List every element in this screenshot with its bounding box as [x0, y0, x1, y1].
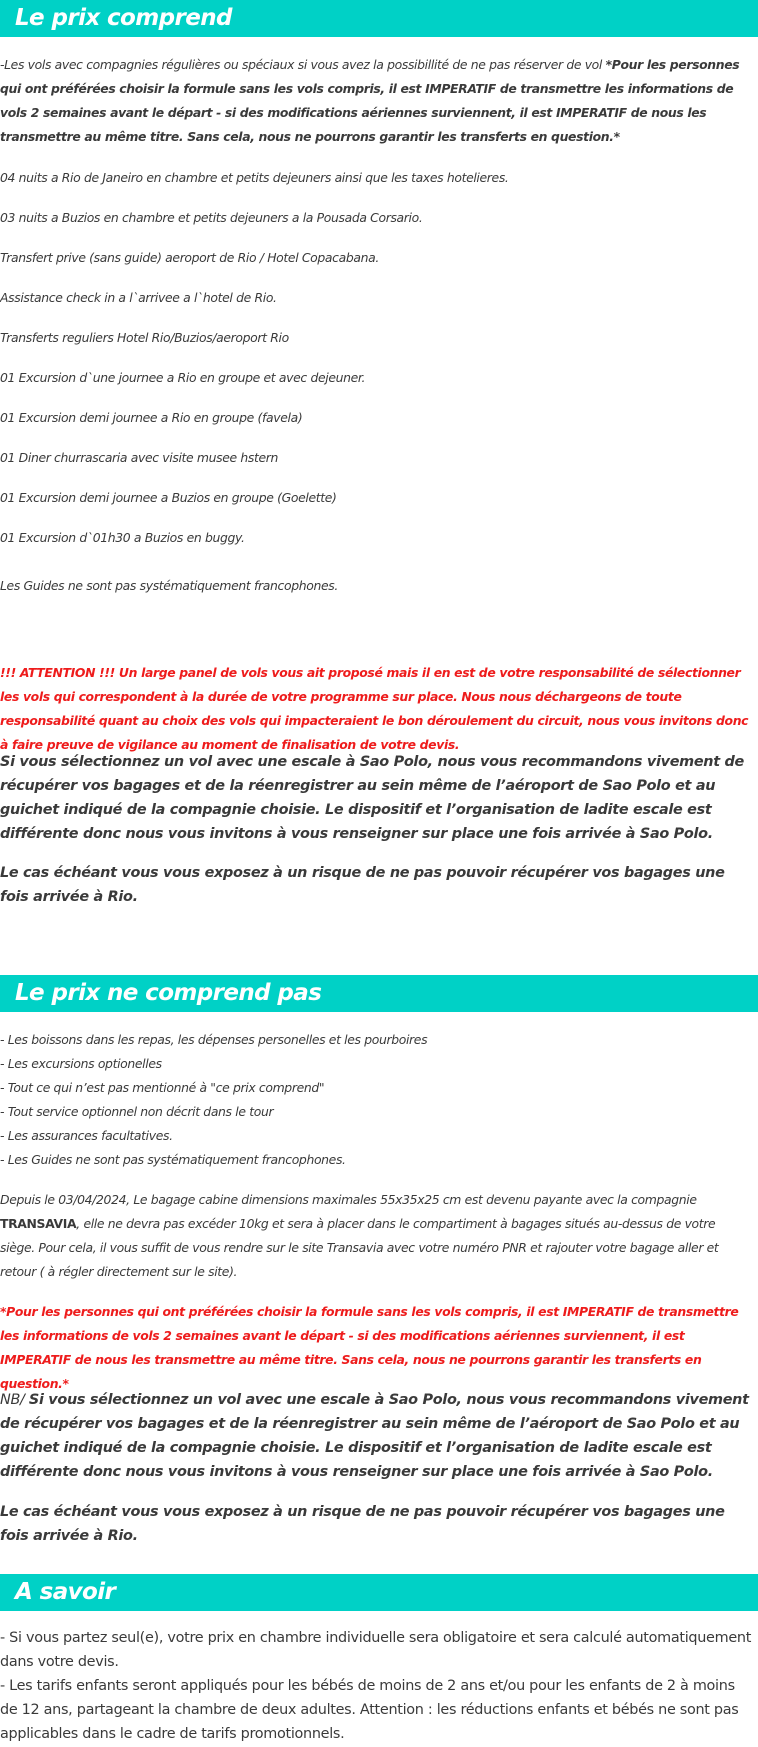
stopover-advice-text: Si vous sélectionnez un vol avec une escale à Sao Polo, nous vous recommandons vivement de récupérer vos bagages et de la réenregistrer au sein même de l’aéroport de Sao Polo et au guichet indiqué de la compagnie choisie. Le dispositif et l’organisation de ladite escale est différente donc nous vous invitons à vous renseigner sur place une fois arrivée à Sao Polo. [0, 1392, 749, 1480]
attention-warning: !!! ATTENTION !!! Un large panel de vols vous ait proposé mais il en est de votre responsabilité de sélectionner les vols qui correspondent à la durée de votre programme sur place. Nous nous déchargeons de toute responsabilité quant au choix des vols qui impacteraient le bon déroulement du circuit, nous vous invitons donc à faire preuve de vigilance au moment de finalisation de votre devis. [0, 665, 749, 752]
included-item: 01 Excursion demi journee a Rio en groupe (favela) [0, 410, 303, 425]
not-included-list [0, 1028, 752, 1172]
solo-traveler-note: - Si vous partez seul(e), votre prix en chambre individuelle sera obligatoire et sera calculé automatiquement dans votre devis. [0, 1630, 752, 1670]
stopover-advice-nb [0, 1388, 752, 1484]
included-intro [0, 53, 752, 149]
guides-note: Les Guides ne sont pas systématiquement francophones. [0, 578, 338, 593]
section-header-included: Le prix comprend [0, 0, 758, 37]
included-intro-plain: -Les vols avec compagnies régulières ou spéciaux si vous avez la possibillité de ne pas réserver de vol [0, 57, 606, 72]
section-header-not-included: Le prix ne comprend pas [0, 975, 758, 1012]
baggage-note-text: Depuis le 03/04/2024, Le bagage cabine dimensions maximales 55x35x25 cm est devenu payante avec la compagnie [0, 1192, 697, 1207]
included-item: 03 nuits a Buzios en chambre et petits dejeuners a la Pousada Corsario. [0, 210, 423, 225]
flight-info-warning: *Pour les personnes qui ont préférées choisir la formule sans les vols compris, il est IMPERATIF de transmettre les informations de vols 2 semaines avant le départ - si des modifications aériennes surviennent, il est IMPERATIF de nous les transmettre au même titre. Sans cela, nous ne pourrons garantir les transferts en question.* [0, 1304, 739, 1391]
included-item: 04 nuits a Rio de Janeiro en chambre et petits dejeuners ainsi que les taxes hotelieres. [0, 170, 509, 185]
included-item: Transfert prive (sans guide) aeroport de Rio / Hotel Copacabana. [0, 250, 379, 265]
list-item: - Tout service optionnel non décrit dans le tour [0, 1104, 274, 1119]
included-item: 01 Excursion demi journee a Buzios en groupe (Goelette) [0, 490, 337, 505]
included-item: 01 Excursion d`une journee a Rio en groupe et avec dejeuner. [0, 370, 366, 385]
airline-name: TRANSAVIA [0, 1216, 77, 1231]
list-item: - Les assurances facultatives. [0, 1128, 173, 1143]
baggage-risk: Le cas échéant vous vous exposez à un risque de ne pas pouvoir récupérer vos bagages une fois arrivée à Rio. [0, 1504, 725, 1544]
baggage-risk: Le cas échéant vous vous exposez à un risque de ne pas pouvoir récupérer vos bagages une fois arrivée à Rio. [0, 865, 725, 905]
stopover-advice: Si vous sélectionnez un vol avec une escale à Sao Polo, nous vous recommandons vivement de récupérer vos bagages et de la réenregistrer au sein même de l’aéroport de Sao Polo et au guichet indiqué de la compagnie choisie. Le dispositif et l’organisation de ladite escale est différente donc nous vous invitons à vous renseigner sur place une fois arrivée à Sao Polo. [0, 754, 745, 842]
list-item: - Les boissons dans les repas, les dépenses personelles et les pourboires [0, 1032, 428, 1047]
list-item: - Les excursions optionelles [0, 1056, 162, 1071]
list-item: - Tout ce qui n’est pas mentionné à "ce prix comprend" [0, 1080, 325, 1095]
transavia-baggage-note [0, 1188, 752, 1284]
section-header-good-to-know: A savoir [0, 1574, 758, 1611]
included-item: Assistance check in a l`arrivee a l`hotel de Rio. [0, 290, 277, 305]
nb-prefix: NB/ [0, 1392, 29, 1408]
included-item: 01 Excursion d`01h30 a Buzios en buggy. [0, 530, 245, 545]
included-item: 01 Diner churrascaria avec visite musee hstern [0, 450, 279, 465]
included-intro-important: *Pour les personnes qui ont préférées choisir la formule sans les vols compris, il est IMPERATIF de transmettre les informations de vols 2 semaines avant le départ - si des modifications aériennes surviennent, il est IMPERATIF de nous les transmettre au même titre. Sans cela, nous ne pourrons garantir les transferts en question.* [0, 57, 740, 144]
child-rates-note: - Les tarifs enfants seront appliqués pour les bébés de moins de 2 ans et/ou pour les enfants de 2 à moins de 12 ans, partageant la chambre de deux adultes. Attention : les réductions enfants et bébés ne sont pas applicables dans le cadre de tarifs promotionnels. [0, 1678, 739, 1742]
baggage-note-text: , elle ne devra pas excéder 10kg et sera à placer dans le compartiment à bagages situés au-dessus de votre siège. Pour cela, il vous suffit de vous rendre sur le site Transavia avec votre numéro PNR et rajouter votre bagage aller et retour ( à régler directement sur le site). [0, 1216, 719, 1279]
included-item: Transferts reguliers Hotel Rio/Buzios/aeroport Rio [0, 330, 289, 345]
list-item: - Les Guides ne sont pas systématiquement francophones. [0, 1152, 346, 1167]
